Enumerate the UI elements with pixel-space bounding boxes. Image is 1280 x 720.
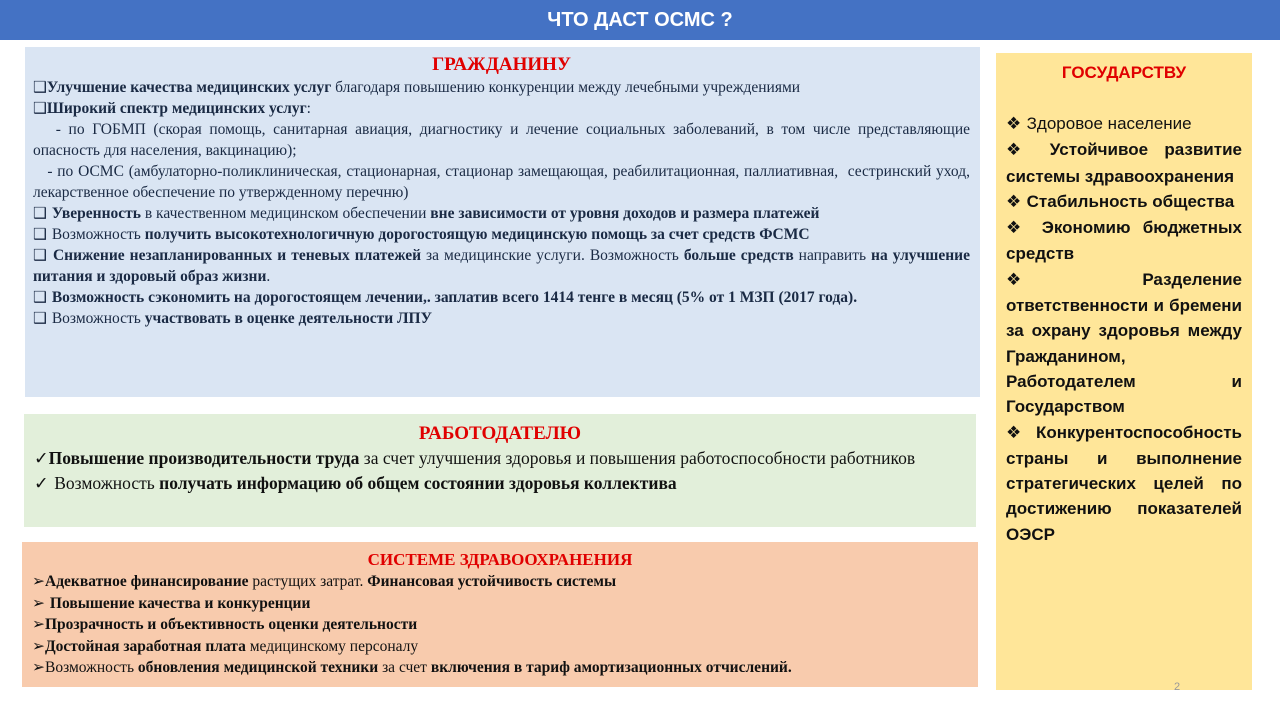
state-panel [996, 53, 1252, 690]
citizen-item-confidence: ❑ Уверенность в качественном медицинском обеспечении вне зависимости от уровня доходов и размера платежей [33, 204, 820, 222]
state-item-development: ❖ Устойчивое развитие системы здравоохранения [1006, 140, 1242, 186]
arrow-bullet-icon: ➢ [32, 572, 45, 590]
citizen-item-payments: ❑ Снижение незапланированных и теневых платежей за медицинские услуги. Возможность больше средств направить на улучшение питания и здоровый образ жизни. [33, 246, 970, 285]
arrow-bullet-icon: ➢ [32, 658, 45, 676]
healthcare-panel [22, 542, 978, 687]
arrow-bullet-icon: ➢ [32, 615, 45, 633]
slide-header [0, 0, 1280, 40]
employer-item-info: ✓ Возможность получать информацию об общем состоянии здоровья коллектива [34, 473, 677, 494]
citizen-item-quality: ❑Улучшение качества медицинских услуг благодаря повышению конкуренции между лечебными учреждениями [33, 78, 801, 96]
healthcare-item-equipment: ➢Возможность обновления медицинской техники за счет включения в тариф амортизационных отчислений. [32, 658, 792, 676]
citizen-panel [25, 47, 980, 397]
checkbox-bullet-icon: ❑ [33, 288, 52, 306]
state-item-responsibility: ❖ Разделение ответственности и бремени за охрану здоровья между Гражданином, Работодателем и Государством [1006, 269, 1242, 417]
employer-item-productivity: ✓Повышение производительности труда за счет улучшения здоровья и повышения работоспособности работников [34, 448, 916, 469]
diamond-bullet-icon: ❖ [1006, 422, 1036, 443]
checkmark-bullet-icon: ✓ [34, 474, 55, 494]
citizen-subitem-osms: - по ОСМС (амбулаторно-поликлиническая, стационарная, стационар замещающая, реабилитационная, паллиативная, сестринский уход, лекарственное обеспечение по утвержденному перечню) [33, 163, 974, 201]
citizen-item-spectrum: ❑Широкий спектр медицинских услуг: [33, 99, 311, 117]
state-title: ГОСУДАРСТВУ [1061, 63, 1187, 82]
healthcare-item-transparency: ➢Прозрачность и объективность оценки деятельности [32, 615, 418, 633]
arrow-bullet-icon: ➢ [32, 636, 45, 655]
healthcare-item-salary: ➢Достойная заработная плата медицинскому персоналу [32, 636, 419, 655]
checkbox-bullet-icon: ❑ [33, 225, 52, 243]
citizen-subitem-gobmp: - по ГОБМП (скорая помощь, санитарная авиация, диагностику и лечение социальных заболеваний, в том числе представляющие опасность для населения, вакцинацию); [33, 121, 974, 159]
employer-panel [24, 414, 976, 527]
diamond-bullet-icon: ❖ [1006, 114, 1027, 134]
checkbox-bullet-icon: ❑ [33, 246, 53, 264]
employer-title: РАБОТОДАТЕЛЮ [418, 423, 582, 444]
slide-title: ЧТО ДАСТ ОСМС ? [547, 9, 733, 31]
diamond-bullet-icon: ❖ [1006, 269, 1143, 290]
checkbox-bullet-icon: ❑ [33, 204, 52, 222]
checkbox-bullet-icon: ❑ [33, 78, 47, 96]
state-item-competitiveness: ❖Конкурентоспособность страны и выполнение стратегических целей по достижению показателей ОЭСР [1006, 422, 1242, 544]
state-item-health: ❖ Здоровое население [1006, 114, 1192, 134]
citizen-title: ГРАЖДАНИНУ [432, 54, 571, 75]
state-item-stability: ❖ Стабильность общества [1006, 191, 1235, 212]
citizen-item-savings: ❑ Возможность сэкономить на дорогостоящем лечении,. заплатив всего 1414 тенге в месяц (5% от 1 МЗП (2017 года). [33, 288, 858, 306]
checkbox-bullet-icon: ❑ [33, 99, 47, 117]
healthcare-item-quality: ➢ Повышение качества и конкуренции [32, 593, 311, 612]
checkmark-bullet-icon: ✓ [34, 449, 49, 469]
diamond-bullet-icon: ❖ [1006, 191, 1027, 212]
diamond-bullet-icon: ❖ [1006, 140, 1050, 161]
citizen-item-hightech: ❑ Возможность получить высокотехнологичную дорогостоящую медицинскую помощь за счет средств ФСМС [33, 225, 810, 243]
healthcare-title: СИСТЕМЕ ЗДРАВООХРАНЕНИЯ [367, 550, 633, 569]
page-number: 2 [1174, 681, 1181, 693]
diamond-bullet-icon: ❖ [1006, 218, 1042, 239]
citizen-item-evaluation: ❑ Возможность участвовать в оценке деятельности ЛПУ [33, 309, 432, 327]
arrow-bullet-icon: ➢ [32, 593, 50, 612]
state-title-spacer [1006, 85, 1242, 111]
healthcare-item-financing: ➢Адекватное финансирование растущих затрат. Финансовая устойчивость системы [32, 572, 617, 590]
checkbox-bullet-icon: ❑ [33, 309, 52, 327]
state-item-economy: ❖ Экономию бюджетных средств [1006, 218, 1242, 264]
